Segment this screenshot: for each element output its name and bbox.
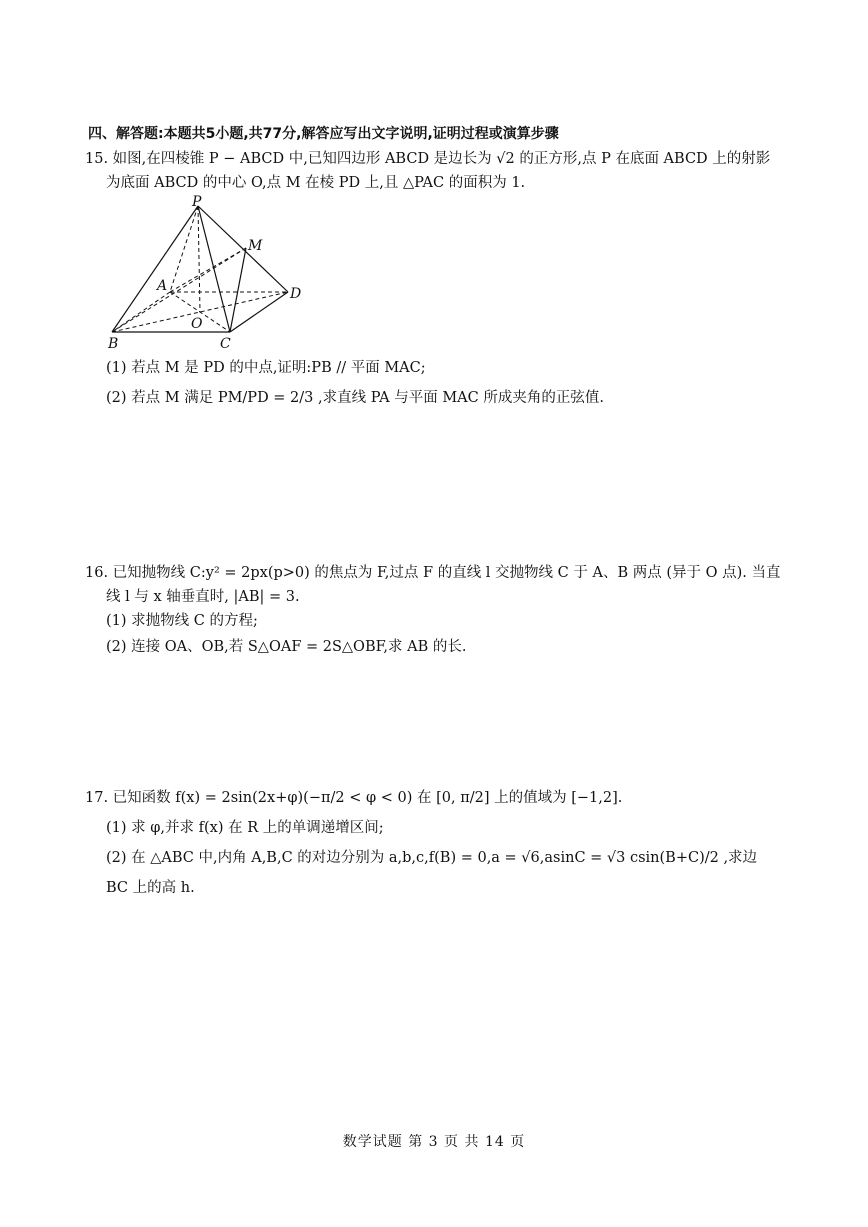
edge-MB (112, 248, 246, 332)
page-footer: 数学试题 第 3 页 共 14 页 (342, 1134, 526, 1150)
label-A: A (157, 278, 168, 294)
q17-part2: (2) 在 △ABC 中,内角 A,B,C 的对边分别为 a,b,c,f(B) = 0,a = √6,asinC = √3 csin(B+C)/2 ,求边 (106, 850, 758, 866)
label-D: D (290, 286, 302, 302)
edge-AM (170, 248, 246, 292)
q16-part1: (1) 求抛物线 C 的方程; (106, 613, 258, 629)
edge-PO (198, 206, 200, 312)
edge-CD (230, 292, 288, 332)
q17-part1: (1) 求 φ,并求 f(x) 在 R 上的单调递增区间; (106, 820, 384, 836)
q16-line1: 16. 已知抛物线 C:y² = 2px(p>0) 的焦点为 F,过点 F 的直线 l 交抛物线 C 于 A、B 两点 (异于 O 点). 当直 (85, 565, 781, 581)
q17-line1: 17. 已知函数 f(x) = 2sin(2x+φ)(−π/2 < φ < 0) 在 [0, π/2] 上的值域为 [−1,2]. (85, 790, 623, 806)
edge-PD (198, 206, 288, 292)
label-O: O (191, 316, 203, 332)
q15-part2: (2) 若点 M 满足 PM/PD = 2/3 ,求直线 PA 与平面 MAC 所成夹角的正弦值. (106, 390, 604, 406)
edge-PB (112, 206, 198, 332)
edge-PC (198, 206, 230, 332)
edge-PA (170, 206, 198, 292)
q15-line1: 15. 如图,在四棱锥 P − ABCD 中,已知四边形 ABCD 是边长为 √2 的正方形,点 P 在底面 ABCD 上的射影 (85, 151, 771, 167)
label-B: B (108, 336, 119, 352)
label-P: P (192, 194, 202, 210)
pyramid-figure (100, 192, 320, 352)
edge-CM (230, 248, 246, 332)
label-M: M (248, 238, 263, 254)
q15-part1: (1) 若点 M 是 PD 的中点,证明:PB // 平面 MAC; (106, 360, 426, 376)
section-heading: 四、解答题:本题共5小题,共77分,解答应写出文字说明,证明过程或演算步骤 (88, 126, 559, 142)
label-C: C (220, 336, 231, 352)
q17-part2-cont: BC 上的高 h. (106, 880, 195, 896)
q16-line2: 线 l 与 x 轴垂直时, |AB| = 3. (106, 589, 300, 605)
q15-line2: 为底面 ABCD 的中心 O,点 M 在棱 PD 上,且 △PAC 的面积为 1. (106, 175, 526, 191)
q16-part2: (2) 连接 OA、OB,若 S△OAF = 2S△OBF,求 AB 的长. (106, 639, 467, 655)
